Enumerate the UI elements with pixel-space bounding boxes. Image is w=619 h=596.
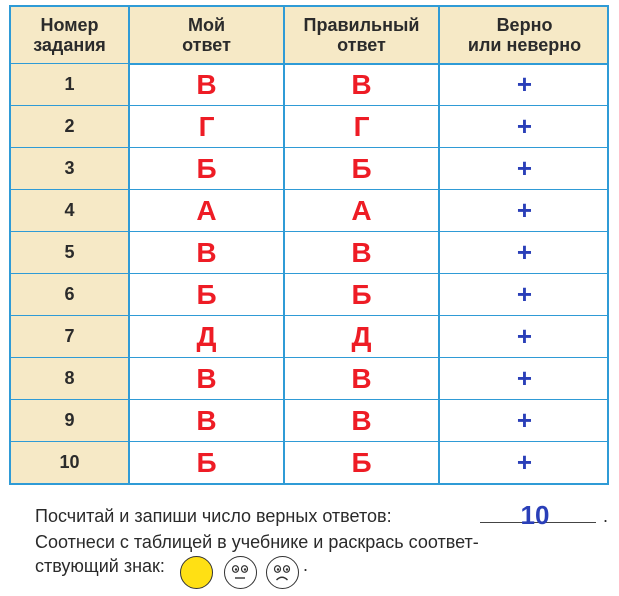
header-task-number: Номер задания bbox=[33, 15, 106, 55]
verdict-cell[interactable] bbox=[438, 106, 609, 147]
task-number-cell bbox=[11, 274, 128, 315]
correct-answer-cell[interactable] bbox=[283, 64, 438, 105]
verdict-cell[interactable] bbox=[438, 148, 609, 189]
count-answer-value: 10 bbox=[520, 500, 550, 530]
task-number-cell bbox=[11, 358, 128, 399]
correct-answer-cell-text: В bbox=[351, 362, 372, 394]
sad-face-icon[interactable] bbox=[266, 556, 299, 589]
verdict-cell[interactable] bbox=[438, 316, 609, 357]
task-number-cell bbox=[11, 316, 128, 357]
header-right-or-wrong: Верно или неверно bbox=[438, 7, 609, 63]
my-answer-cell-text: Б bbox=[196, 152, 217, 184]
correct-answer-cell-text: Б bbox=[351, 446, 372, 478]
answer-table bbox=[9, 5, 609, 485]
my-answer-cell[interactable] bbox=[128, 232, 283, 273]
task-number-cell bbox=[11, 442, 128, 483]
task-number-cell bbox=[11, 232, 128, 273]
my-answer-cell[interactable] bbox=[128, 106, 283, 147]
task-number-cell-text: 4 bbox=[64, 200, 75, 220]
verdict-cell-text: + bbox=[516, 363, 533, 393]
header-my-answer: Мой ответ bbox=[128, 7, 283, 63]
task-number-cell bbox=[11, 148, 128, 189]
my-answer-cell[interactable] bbox=[128, 400, 283, 441]
count-instruction: Посчитай и запиши число верных ответов: bbox=[35, 506, 392, 526]
correct-answer-cell[interactable] bbox=[283, 190, 438, 231]
my-answer-cell[interactable] bbox=[128, 274, 283, 315]
correct-answer-cell-text: А bbox=[351, 194, 372, 226]
my-answer-cell[interactable] bbox=[128, 148, 283, 189]
table-row bbox=[11, 189, 607, 231]
task-number-cell-text: 7 bbox=[64, 326, 75, 346]
verdict-cell[interactable] bbox=[438, 64, 609, 105]
correct-answer-cell-text: Б bbox=[351, 278, 372, 310]
my-answer-cell-text: В bbox=[196, 404, 217, 436]
table-row bbox=[11, 273, 607, 315]
task-number-cell bbox=[11, 106, 128, 147]
verdict-cell[interactable] bbox=[438, 274, 609, 315]
neutral-face-icon[interactable] bbox=[224, 556, 257, 589]
verdict-cell[interactable] bbox=[438, 232, 609, 273]
correct-answer-cell[interactable] bbox=[283, 274, 438, 315]
verdict-cell-text: + bbox=[516, 195, 533, 225]
table-row bbox=[11, 399, 607, 441]
my-answer-cell[interactable] bbox=[128, 64, 283, 105]
correct-answer-cell-text: Г bbox=[353, 110, 370, 142]
table-row bbox=[11, 441, 607, 483]
verdict-cell-text: + bbox=[516, 111, 533, 141]
my-answer-cell[interactable] bbox=[128, 316, 283, 357]
table-row bbox=[11, 357, 607, 399]
correct-answer-cell[interactable] bbox=[283, 232, 438, 273]
correct-answer-cell[interactable] bbox=[283, 106, 438, 147]
verdict-cell[interactable] bbox=[438, 442, 609, 483]
task-number-cell-text: 8 bbox=[64, 368, 75, 388]
my-answer-cell-text: В bbox=[196, 236, 217, 268]
happy-face-icon[interactable] bbox=[180, 556, 213, 589]
my-answer-cell-text: Д bbox=[196, 320, 217, 352]
table-row bbox=[11, 231, 607, 273]
correct-answer-cell-text: Д bbox=[351, 320, 372, 352]
my-answer-cell-text: Б bbox=[196, 446, 217, 478]
my-answer-cell-text: В bbox=[196, 362, 217, 394]
task-number-cell bbox=[11, 190, 128, 231]
correct-answer-cell[interactable] bbox=[283, 316, 438, 357]
header-correct-answer: Правильный ответ bbox=[283, 7, 438, 63]
my-answer-cell[interactable] bbox=[128, 442, 283, 483]
correct-answer-cell[interactable] bbox=[283, 358, 438, 399]
compare-instruction-end: ствующий знак: bbox=[35, 556, 165, 576]
correct-answer-cell[interactable] bbox=[283, 442, 438, 483]
correct-answer-cell[interactable] bbox=[283, 148, 438, 189]
verdict-cell-text: + bbox=[516, 447, 533, 477]
task-number-cell bbox=[11, 400, 128, 441]
verdict-cell-text: + bbox=[516, 321, 533, 351]
correct-answer-cell-text: В bbox=[351, 404, 372, 436]
table-row bbox=[11, 315, 607, 357]
correct-answer-cell-text: В bbox=[351, 236, 372, 268]
task-number-cell-text: 9 bbox=[64, 410, 75, 430]
my-answer-cell-text: Б bbox=[196, 278, 217, 310]
verdict-cell[interactable] bbox=[438, 400, 609, 441]
verdict-cell-text: + bbox=[516, 279, 533, 309]
table-row bbox=[11, 105, 607, 147]
correct-answer-cell[interactable] bbox=[283, 400, 438, 441]
task-number-cell bbox=[11, 64, 128, 105]
task-number-cell-text: 5 bbox=[64, 242, 75, 262]
verdict-cell-text: + bbox=[516, 237, 533, 267]
task-number-cell-text: 3 bbox=[64, 158, 75, 178]
my-answer-cell-text: В bbox=[196, 68, 217, 100]
correct-answer-cell-text: В bbox=[351, 68, 372, 100]
my-answer-cell-text: Г bbox=[198, 110, 215, 142]
my-answer-cell[interactable] bbox=[128, 190, 283, 231]
count-period: . bbox=[603, 506, 609, 526]
verdict-cell-text: + bbox=[516, 69, 533, 99]
verdict-cell-text: + bbox=[516, 153, 533, 183]
verdict-cell-text: + bbox=[516, 405, 533, 435]
verdict-cell[interactable] bbox=[438, 358, 609, 399]
task-number-cell-text: 10 bbox=[59, 452, 80, 472]
my-answer-cell[interactable] bbox=[128, 358, 283, 399]
task-number-cell-text: 1 bbox=[64, 74, 75, 94]
correct-answer-cell-text: Б bbox=[351, 152, 372, 184]
task-number-cell-text: 2 bbox=[64, 116, 75, 136]
table-row bbox=[11, 147, 607, 189]
task-number-cell-text: 6 bbox=[64, 284, 75, 304]
table-row bbox=[11, 63, 607, 105]
verdict-cell[interactable] bbox=[438, 190, 609, 231]
table-header bbox=[11, 7, 607, 65]
my-answer-cell-text: А bbox=[196, 194, 217, 226]
end-period: . bbox=[303, 555, 309, 575]
compare-instruction: Соотнеси с таблицей в учебнике и раскрась соответ- bbox=[35, 532, 479, 552]
